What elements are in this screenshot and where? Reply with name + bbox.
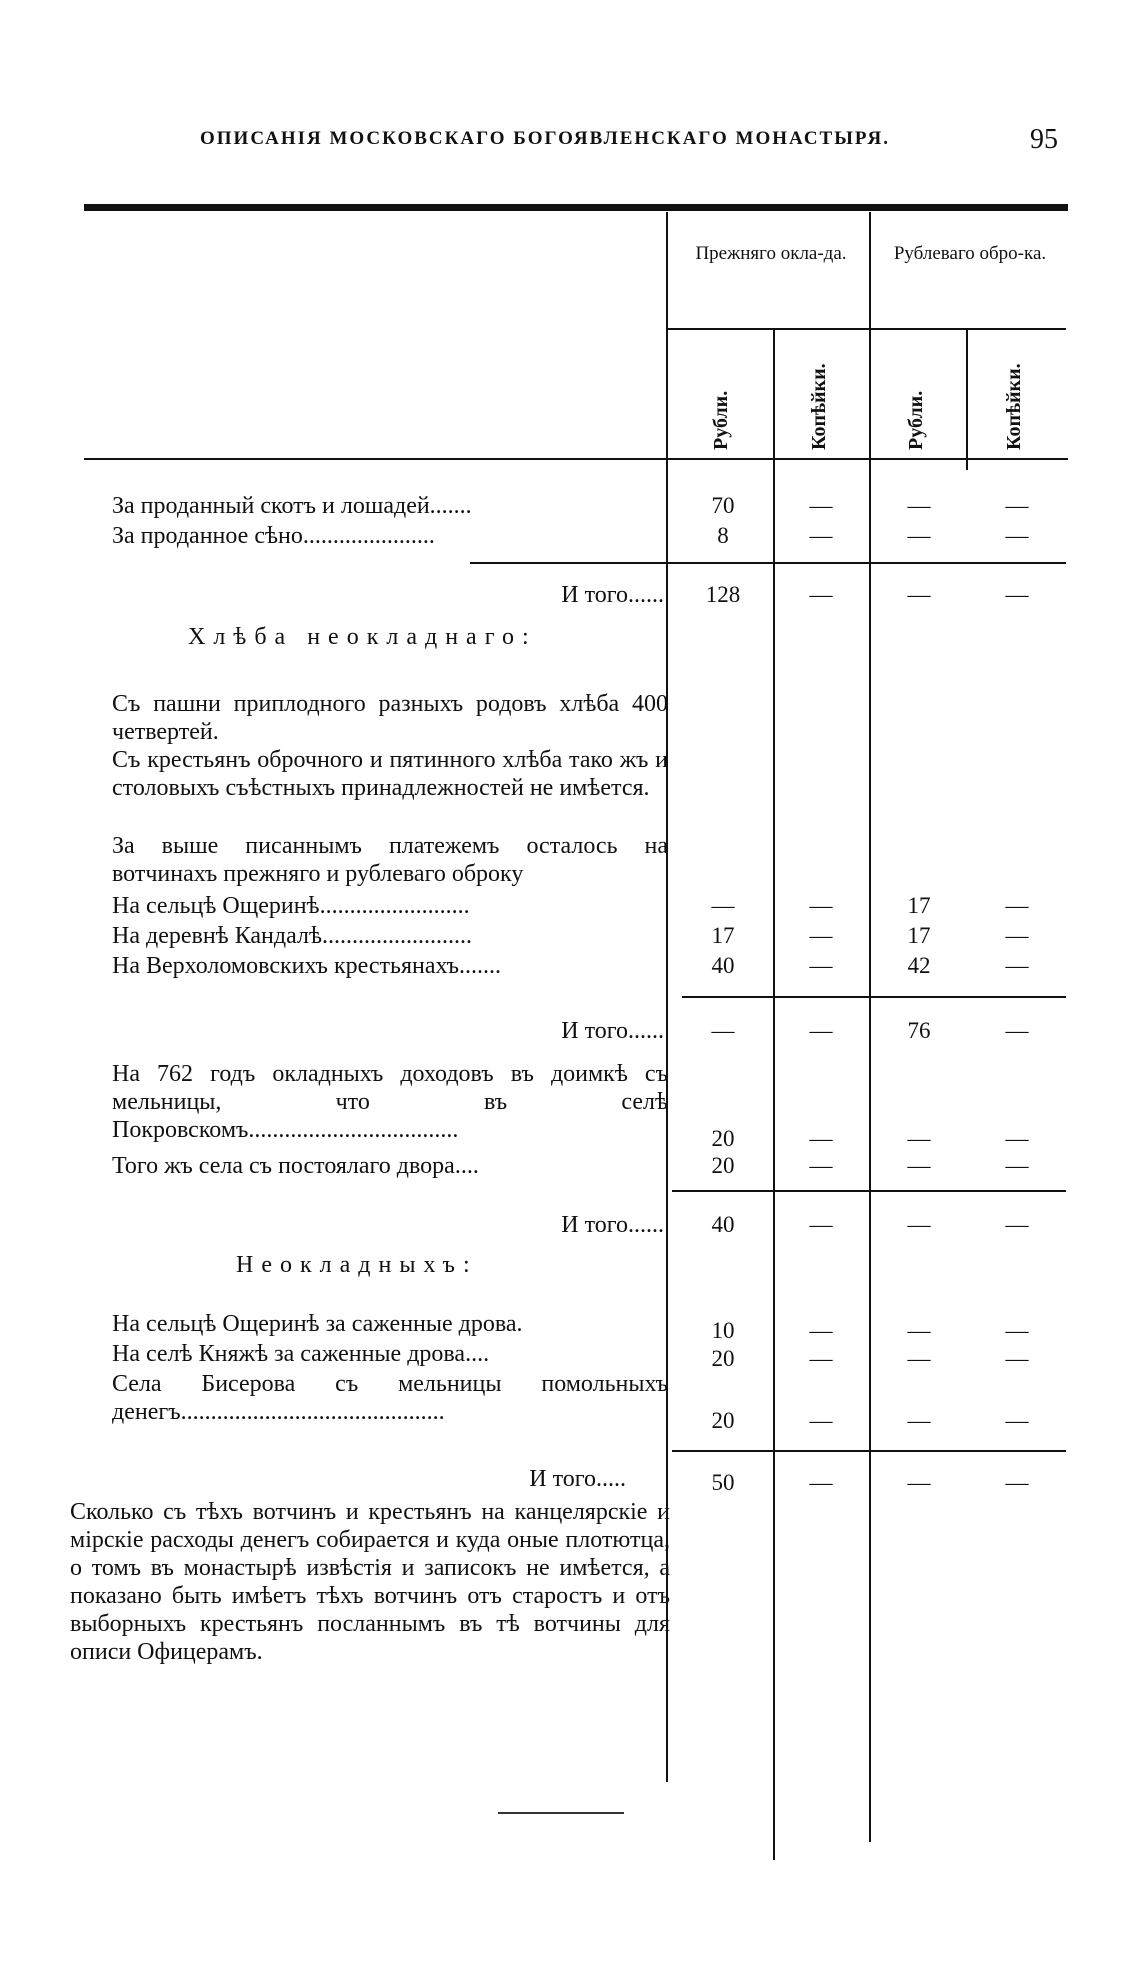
end-rule [498, 1812, 624, 1814]
row-label: За проданный скотъ и лошадей....... [112, 493, 472, 519]
paragraph: На 762 годъ окладныхъ доходовъ въ доимкѣ съ мельницы, что въ селѣ Покровскомъ................................... [112, 1061, 668, 1143]
value-kopecks-2: — [1005, 1470, 1029, 1495]
section-heading: Неокладныхъ: [236, 1252, 478, 1278]
section-heading: Хлѣба неокладнаго: [188, 624, 537, 650]
value-kopecks-2: — [1005, 1018, 1029, 1043]
row-label: На селѣ Княжѣ за саженные дрова.... [112, 1341, 490, 1367]
value-kopecks-2: — [1005, 1126, 1029, 1151]
column-divider-3 [966, 330, 968, 470]
value-rubles-1: 20 [711, 1153, 735, 1178]
value-rubles-1: 20 [711, 1408, 735, 1433]
column-rubles-1: Рубли. [710, 390, 732, 450]
row-label: На сельцѣ Ощеринѣ за саженные дрова. [112, 1311, 523, 1337]
value-kopecks-1: — [809, 582, 833, 607]
column-divider-group [869, 212, 871, 1842]
row-label: На Верхоломовскихъ крестьянахъ....... [112, 953, 501, 979]
subtotal-label: И того...... [561, 1018, 664, 1044]
value-kopecks-1: — [809, 1408, 833, 1433]
column-group-ruble: Рублеваго обро-ка. [893, 243, 1047, 264]
column-divider-1 [773, 330, 775, 1860]
value-kopecks-1: — [809, 1212, 833, 1237]
subtotal-label: И того...... [561, 1212, 664, 1238]
value-kopecks-2: — [1005, 523, 1029, 548]
paragraph: Съ пашни приплодного разныхъ родовъ хлѣба 400 четвертей. [112, 691, 668, 745]
value-rubles-2: 17 [907, 923, 931, 948]
subtotal-label: И того..... [529, 1466, 626, 1492]
row-label: За проданное сѣно...................... [112, 523, 435, 549]
value-kopecks-1: — [809, 523, 833, 548]
value-rubles-2: 17 [907, 893, 931, 918]
value-rubles-2: — [907, 1346, 931, 1371]
value-kopecks-1: — [809, 1346, 833, 1371]
value-kopecks-1: — [809, 1470, 833, 1495]
row-label: На деревнѣ Кандалѣ......................... [112, 923, 472, 949]
value-rubles-2: — [907, 582, 931, 607]
paragraph: Села Бисерова съ мельницы помольныхъ денегъ............................................ [112, 1371, 668, 1425]
value-rubles-2: — [907, 1126, 931, 1151]
value-rubles-2: — [907, 523, 931, 548]
value-rubles-1: 17 [711, 923, 735, 948]
value-kopecks-2: — [1005, 1318, 1029, 1343]
row-label: Того жъ села съ постоялаго двора.... [112, 1153, 479, 1179]
value-kopecks-1: — [809, 893, 833, 918]
value-rubles-2: — [907, 1153, 931, 1178]
top-rule [84, 204, 1068, 211]
value-kopecks-1: — [809, 1018, 833, 1043]
value-rubles-2: — [907, 1408, 931, 1433]
value-rubles-1: 20 [711, 1126, 735, 1151]
value-kopecks-2: — [1005, 953, 1029, 978]
value-rubles-1: 40 [711, 953, 735, 978]
value-rubles-2: 76 [907, 1018, 931, 1043]
row-label: На сельцѣ Ощеринѣ......................... [112, 893, 470, 919]
subtotal-rule [470, 562, 1066, 564]
value-kopecks-2: — [1005, 1346, 1029, 1371]
subtotal-rule [682, 996, 1066, 998]
column-rubles-2: Рубли. [905, 390, 927, 450]
subheader-rule [666, 328, 1066, 330]
column-group-previous: Прежняго окла-да. [695, 243, 847, 264]
value-rubles-1: 128 [705, 582, 741, 607]
value-kopecks-2: — [1005, 923, 1029, 948]
value-rubles-1: 50 [711, 1470, 735, 1495]
value-kopecks-1: — [809, 953, 833, 978]
value-rubles-1: 10 [711, 1318, 735, 1343]
paragraph: Съ крестьянъ оброчного и пятинного хлѣба тако жъ и столовыхъ съѣстныхъ принадлежностей не имѣется. [112, 747, 668, 801]
value-kopecks-1: — [809, 493, 833, 518]
value-rubles-2: — [907, 493, 931, 518]
value-kopecks-1: — [809, 1126, 833, 1151]
running-header: ОПИСАНІЯ МОСКОВСКАГО БОГОЯВЛЕНСКАГО МОНАСТЫРЯ. [200, 128, 891, 149]
value-rubles-1: 20 [711, 1346, 735, 1371]
value-rubles-1: — [711, 893, 735, 918]
column-kopecks-1: Копѣйки. [808, 363, 830, 450]
value-rubles-1: 70 [711, 493, 735, 518]
value-rubles-2: — [907, 1318, 931, 1343]
value-kopecks-2: — [1005, 1212, 1029, 1237]
subtotal-rule [672, 1450, 1066, 1452]
column-kopecks-2: Копѣйки. [1003, 363, 1025, 450]
value-rubles-1: — [711, 1018, 735, 1043]
page-number: 95 [1030, 124, 1058, 155]
value-kopecks-1: — [809, 1153, 833, 1178]
value-kopecks-2: — [1005, 493, 1029, 518]
value-rubles-2: — [907, 1212, 931, 1237]
value-kopecks-2: — [1005, 582, 1029, 607]
header-bottom-rule [84, 458, 1068, 460]
value-kopecks-1: — [809, 923, 833, 948]
value-rubles-2: — [907, 1470, 931, 1495]
value-kopecks-2: — [1005, 1153, 1029, 1178]
value-rubles-1: 8 [717, 523, 729, 548]
closing-paragraph: Сколько съ тѣхъ вотчинъ и крестьянъ на канцелярскіе и мірскіе расходы денегъ собирается и куда оные плотютца, о томъ въ монастырѣ извѣстія и записокъ не имѣется, а показано быть имѣетъ тѣхъ вотчинъ отъ старостъ и отъ выборныхъ крестьянъ посланнымъ въ тѣ вотчины для описи Офицерамъ. [70, 1499, 670, 1665]
subtotal-rule [672, 1190, 1066, 1192]
value-kopecks-2: — [1005, 1408, 1029, 1433]
value-rubles-2: 42 [907, 953, 931, 978]
paragraph: За выше писаннымъ платежемъ осталось на вотчинахъ прежняго и рублеваго оброку [112, 833, 668, 887]
value-rubles-1: 40 [711, 1212, 735, 1237]
subtotal-label: И того...... [561, 582, 664, 608]
value-kopecks-2: — [1005, 893, 1029, 918]
value-kopecks-1: — [809, 1318, 833, 1343]
